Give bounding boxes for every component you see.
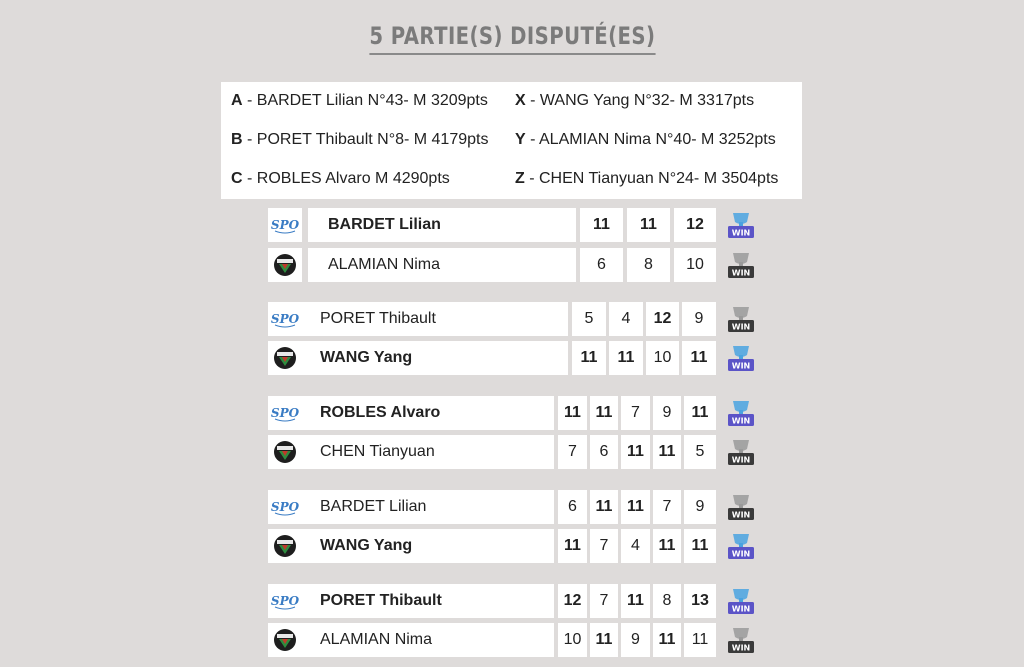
- players-panel: [221, 82, 802, 199]
- player-entry-z: Z - CHEN Tianyuan N°24- M 3504pts: [515, 170, 779, 187]
- spo-club-logo-icon: [268, 208, 302, 242]
- set-score: 11: [609, 341, 643, 375]
- set-score: 6: [580, 248, 623, 282]
- win-badge-inactive-icon: [726, 625, 756, 655]
- set-score: 5: [684, 435, 716, 469]
- player-name-cell: [300, 435, 554, 469]
- set-score: 11: [684, 396, 716, 430]
- set-score: 4: [609, 302, 643, 336]
- set-score: 12: [646, 302, 679, 336]
- player-entry-a: A - BARDET Lilian N°43- M 3209pts: [231, 92, 488, 109]
- set-score: 11: [684, 623, 716, 657]
- svg-text:WIN: WIN: [731, 416, 751, 426]
- player-name-cell: [300, 529, 554, 563]
- set-score: 8: [653, 584, 681, 618]
- set-score: 11: [572, 341, 606, 375]
- player-name-cell: [300, 490, 554, 524]
- set-score: 12: [558, 584, 587, 618]
- spo-club-logo-icon: [268, 584, 302, 618]
- set-score: 11: [558, 396, 587, 430]
- spo-club-logo-icon: [268, 302, 302, 336]
- svg-text:SPO: SPO: [270, 312, 300, 326]
- player-entry-b: B - PORET Thibault N°8- M 4179pts: [231, 131, 489, 148]
- set-score: 6: [558, 490, 587, 524]
- set-score: 11: [627, 208, 670, 242]
- set-score: 7: [558, 435, 587, 469]
- svg-text:WIN: WIN: [731, 228, 751, 238]
- player-name: PORET Thibault: [320, 310, 436, 327]
- set-score: 11: [682, 341, 716, 375]
- player-name: WANG Yang: [320, 349, 413, 366]
- win-badge-active-icon: [726, 586, 756, 616]
- svg-text:SPO: SPO: [270, 594, 300, 608]
- svg-text:WIN: WIN: [731, 361, 751, 371]
- player-name: BARDET Lilian: [328, 216, 441, 233]
- set-score: 11: [590, 623, 618, 657]
- player-entry-c: C - ROBLES Alvaro M 4290pts: [231, 170, 450, 187]
- la-romagne-club-icon: [268, 529, 302, 563]
- set-score: 7: [621, 396, 650, 430]
- player-name-cell: [308, 248, 576, 282]
- set-score: 11: [621, 435, 650, 469]
- set-score: 11: [621, 490, 650, 524]
- la-romagne-club-icon: [268, 248, 302, 282]
- player-name-cell: [300, 584, 554, 618]
- page-title-wrap: [0, 22, 1024, 55]
- set-score: 9: [621, 623, 650, 657]
- player-name-cell: [300, 623, 554, 657]
- set-score: 5: [572, 302, 606, 336]
- set-score: 11: [653, 623, 681, 657]
- player-name: ALAMIAN Nima: [320, 631, 433, 648]
- set-score: 11: [580, 208, 623, 242]
- svg-text:WIN: WIN: [731, 268, 751, 278]
- set-score: 7: [590, 584, 618, 618]
- player-entry-x: X - WANG Yang N°32- M 3317pts: [515, 92, 755, 109]
- spo-club-logo-icon: [268, 490, 302, 524]
- la-romagne-club-icon: [268, 341, 302, 375]
- set-score: 11: [621, 584, 650, 618]
- player-name-cell: [300, 302, 568, 336]
- set-score: 9: [653, 396, 681, 430]
- player-name: WANG Yang: [320, 537, 413, 554]
- win-badge-inactive-icon: [726, 250, 756, 280]
- player-entry-y: Y - ALAMIAN Nima N°40- M 3252pts: [515, 131, 776, 148]
- page-title: 5 PARTIE(S) DISPUTÉ(ES): [369, 22, 655, 55]
- la-romagne-club-icon: [268, 623, 302, 657]
- svg-text:WIN: WIN: [731, 510, 751, 520]
- set-score: 6: [590, 435, 618, 469]
- player-name-cell: [300, 396, 554, 430]
- win-badge-active-icon: [726, 398, 756, 428]
- svg-text:WIN: WIN: [731, 604, 751, 614]
- svg-text:WIN: WIN: [731, 643, 751, 653]
- svg-text:SPO: SPO: [270, 218, 300, 232]
- set-score: 9: [684, 490, 716, 524]
- player-name-cell: [308, 208, 576, 242]
- set-score: 10: [646, 341, 679, 375]
- svg-text:WIN: WIN: [731, 549, 751, 559]
- set-score: 10: [674, 248, 716, 282]
- player-name: CHEN Tianyuan: [320, 443, 435, 460]
- set-score: 11: [653, 529, 681, 563]
- set-score: 11: [653, 435, 681, 469]
- set-score: 9: [682, 302, 716, 336]
- win-badge-inactive-icon: [726, 492, 756, 522]
- set-score: 11: [590, 396, 618, 430]
- set-score: 11: [590, 490, 618, 524]
- player-name: ALAMIAN Nima: [328, 256, 441, 273]
- spo-club-logo-icon: [268, 396, 302, 430]
- set-score: 11: [684, 529, 716, 563]
- set-score: 4: [621, 529, 650, 563]
- set-score: 7: [653, 490, 681, 524]
- set-score: 10: [558, 623, 587, 657]
- set-score: 7: [590, 529, 618, 563]
- la-romagne-club-icon: [268, 435, 302, 469]
- player-name: ROBLES Alvaro: [320, 404, 441, 421]
- svg-text:WIN: WIN: [731, 322, 751, 332]
- set-score: 12: [674, 208, 716, 242]
- player-name: PORET Thibault: [320, 592, 442, 609]
- set-score: 8: [627, 248, 670, 282]
- win-badge-active-icon: [726, 210, 756, 240]
- set-score: 11: [558, 529, 587, 563]
- player-name: BARDET Lilian: [320, 498, 427, 515]
- win-badge-active-icon: [726, 531, 756, 561]
- svg-text:WIN: WIN: [731, 455, 751, 465]
- win-badge-inactive-icon: [726, 304, 756, 334]
- svg-text:SPO: SPO: [270, 500, 300, 514]
- set-score: 13: [684, 584, 716, 618]
- svg-text:SPO: SPO: [270, 406, 300, 420]
- win-badge-active-icon: [726, 343, 756, 373]
- win-badge-inactive-icon: [726, 437, 756, 467]
- player-name-cell: [300, 341, 568, 375]
